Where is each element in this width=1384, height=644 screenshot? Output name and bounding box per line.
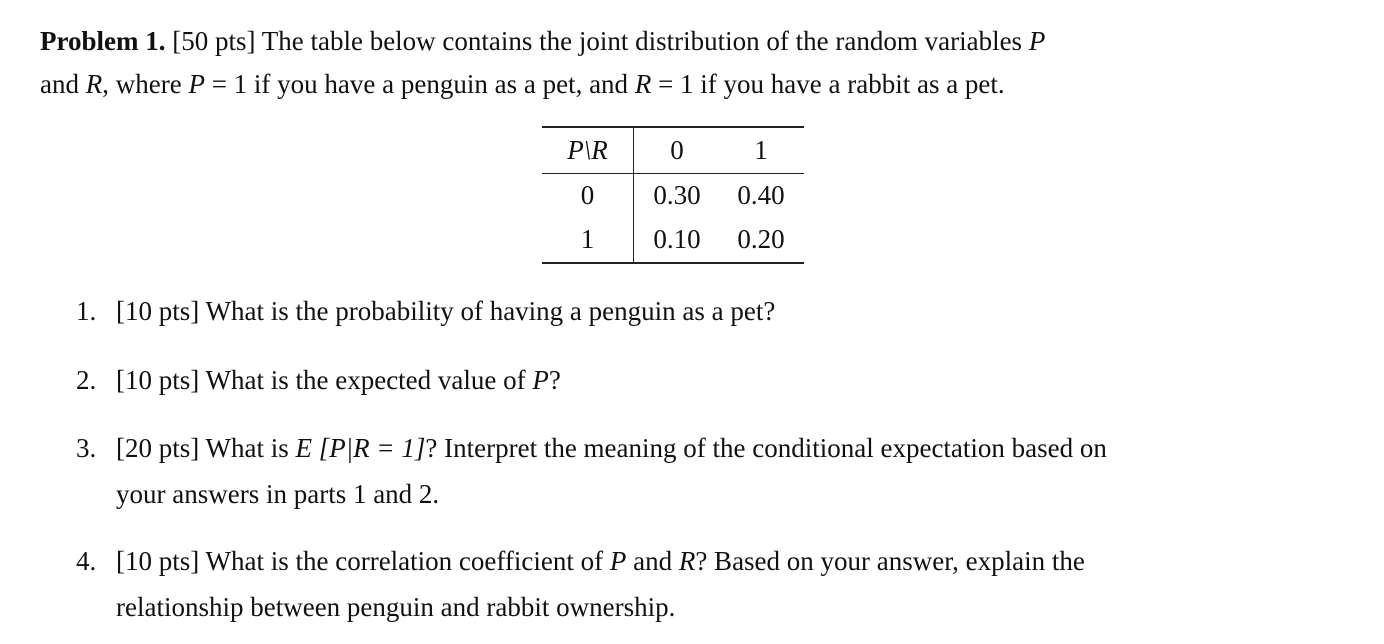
question-2-text (116, 363, 561, 397)
question-body: What is (205, 433, 289, 463)
table-corner-header: P\R (567, 135, 608, 165)
joint-distribution-table (542, 126, 804, 264)
variable-r: R (678, 546, 696, 576)
table-cell: 0.20 (737, 224, 785, 254)
variable-r: R (634, 69, 652, 99)
question-points: [20 pts] (116, 433, 200, 463)
conditional-expectation-expr: E [P|R = 1] (295, 433, 426, 463)
intro-rabbit-def: = 1 if you have a rabbit as a pet. (658, 69, 1005, 99)
question-body: What is the probability of having a penguin as a pet? (205, 296, 776, 326)
question-points: [10 pts] (116, 546, 200, 576)
problem-intro-text: The table below contains the joint distribution of the random variables (261, 26, 1023, 56)
table-header-rule (542, 173, 804, 174)
table-cell: 0.10 (653, 224, 701, 254)
variable-p: P (609, 546, 627, 576)
question-body-cont: ? Based on your answer, explain the (695, 546, 1085, 576)
table-cell: 0.40 (737, 180, 785, 210)
problem-intro-line-2 (40, 67, 1005, 101)
problem-points: [50 pts] (172, 26, 256, 56)
question-1-text (116, 294, 775, 328)
problem-intro-line-1 (40, 24, 1045, 58)
question-number: 4. (76, 546, 97, 576)
question-4-text (116, 544, 1085, 578)
variable-p: P (532, 365, 549, 395)
variable-p: P (188, 69, 205, 99)
table-col-header: 1 (754, 135, 768, 165)
variable-p: P (1028, 26, 1046, 56)
question-body: What is the expected value of (205, 365, 526, 395)
table-bottom-rule (542, 262, 804, 264)
table-row-label: 1 (580, 224, 595, 254)
intro-and: and (40, 69, 79, 99)
intro-where: , where (102, 69, 182, 99)
question-and: and (633, 546, 673, 576)
table-top-rule (542, 126, 804, 128)
question-points: [10 pts] (116, 296, 200, 326)
problem-heading: Problem 1. (40, 26, 166, 56)
question-number: 3. (76, 433, 97, 463)
question-number: 1. (76, 296, 97, 326)
question-number: 2. (76, 365, 97, 395)
table-cell: 0.30 (653, 180, 701, 210)
intro-penguin-def: = 1 if you have a penguin as a pet, and (211, 69, 629, 99)
question-points: [10 pts] (116, 365, 200, 395)
question-3-text (116, 431, 1107, 465)
question-4-line-2: relationship between penguin and rabbit ownership. (116, 592, 676, 622)
variable-r: R (85, 69, 103, 99)
question-mark: ? (548, 365, 561, 395)
question-3-line-2: your answers in parts 1 and 2. (116, 479, 440, 509)
question-body: What is the correlation coefficient of (205, 546, 604, 576)
table-col-header: 0 (670, 135, 684, 165)
question-body-cont: ? Interpret the meaning of the conditional expectation based on (425, 433, 1107, 463)
table-row-label: 0 (580, 180, 595, 210)
